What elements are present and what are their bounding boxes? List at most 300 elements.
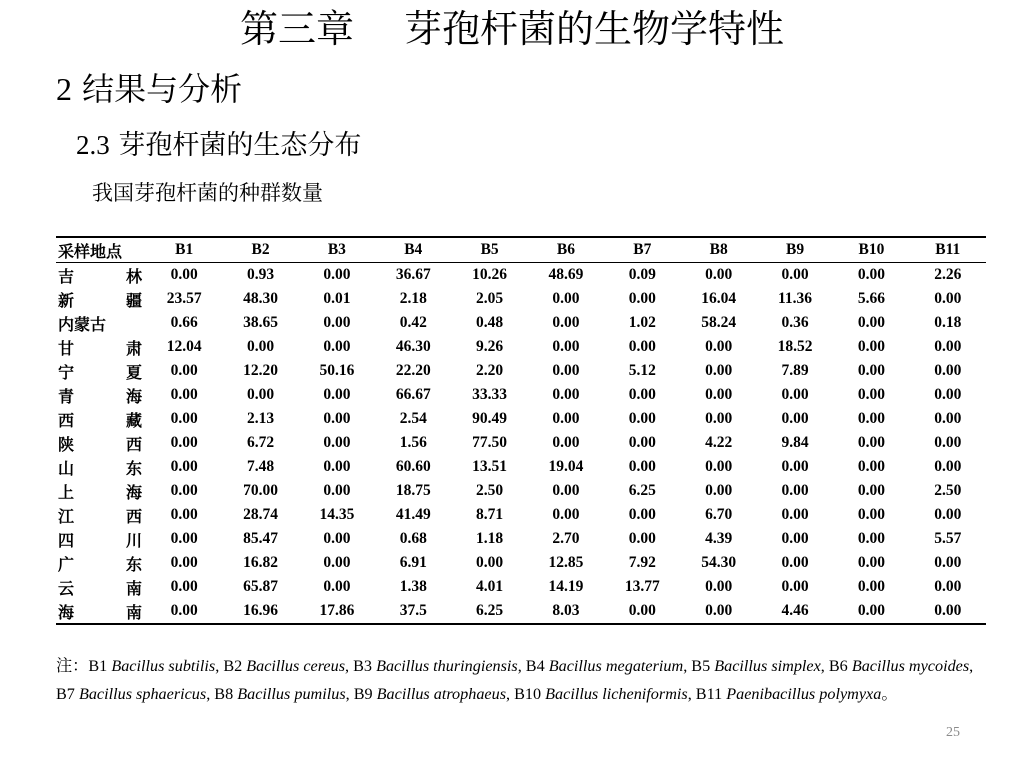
site-char: 古 [90, 314, 107, 334]
value-cell: 0.00 [628, 458, 656, 475]
value-cell: 0.00 [934, 578, 962, 595]
site-cell [56, 335, 146, 359]
value-cell: 0.00 [628, 506, 656, 523]
value-cell: 58.24 [701, 314, 737, 331]
value-cell: 0.00 [323, 410, 351, 427]
value-cell: 1.02 [628, 314, 656, 331]
value-cell: 0.00 [857, 338, 885, 355]
value-cell: 0.00 [934, 506, 962, 523]
site-char: 西 [125, 506, 142, 526]
value-cell: 0.00 [934, 554, 962, 571]
section-heading [56, 68, 242, 110]
footnote-code: B5 [691, 657, 711, 675]
footnote-code: B3 [353, 657, 373, 675]
value-cell: 0.00 [781, 266, 809, 283]
site-char: 东 [125, 554, 142, 574]
value-cell: 6.91 [399, 554, 427, 571]
value-cell: 0.00 [781, 386, 809, 403]
footnote-code: B2 [223, 657, 243, 675]
value-cell: 0.00 [552, 482, 580, 499]
value-cell: 0.00 [781, 482, 809, 499]
footnote-species: Bacillus sphaericus [78, 685, 207, 703]
subsection-title: 芽孢杆菌的生态分布 [118, 130, 362, 161]
site-cell [56, 527, 146, 551]
value-cell: 1.56 [399, 434, 427, 451]
value-cell: 0.00 [705, 362, 733, 379]
value-cell: 0.00 [628, 410, 656, 427]
value-cell: 2.26 [934, 266, 962, 283]
value-cell: 0.00 [781, 458, 809, 475]
value-cell: 50.16 [319, 362, 355, 379]
value-cell: 0.00 [934, 290, 962, 307]
footnote-separator: 。 [881, 685, 898, 703]
value-cell: 0.00 [170, 554, 198, 571]
table-row [56, 455, 986, 479]
value-cell: 36.67 [395, 266, 431, 283]
value-cell: 54.30 [701, 554, 737, 571]
value-cell: 0.00 [705, 458, 733, 475]
subsection-number: 2.3 [76, 130, 110, 160]
value-cell: 0.00 [934, 458, 962, 475]
value-cell: 0.00 [857, 578, 885, 595]
site-cell [56, 311, 146, 335]
value-cell: 0.00 [781, 506, 809, 523]
site-cell [56, 575, 146, 599]
footnote-separator: , [687, 685, 696, 703]
value-cell: 10.26 [472, 266, 508, 283]
value-cell: 0.00 [934, 602, 962, 619]
value-cell: 38.65 [243, 314, 278, 331]
table-row [56, 407, 986, 431]
footnote-species: Bacillus simplex [714, 657, 821, 675]
value-cell: 8.03 [552, 602, 580, 619]
value-cell: 0.00 [246, 386, 275, 403]
value-cell: 0.00 [170, 458, 198, 475]
value-cell: 2.13 [246, 410, 275, 427]
table-row [56, 575, 986, 599]
value-cell: 0.00 [170, 266, 198, 283]
value-cell: 9.26 [476, 338, 504, 355]
value-cell: 4.01 [476, 578, 504, 595]
value-cell: 0.00 [552, 362, 580, 379]
value-cell: 0.36 [781, 314, 809, 331]
table-row [56, 263, 986, 288]
value-cell: 85.47 [243, 530, 278, 547]
footnote-separator: , [506, 685, 515, 703]
table-row [56, 287, 986, 311]
value-cell: 0.00 [323, 386, 351, 403]
header-b9: B9 [786, 241, 805, 258]
site-char: 内 [58, 314, 75, 334]
header-site: 采样地点 [58, 241, 123, 261]
header-b8: B8 [709, 241, 728, 258]
site-name [58, 288, 142, 311]
value-cell: 0.00 [552, 314, 580, 331]
site-name [58, 576, 142, 599]
table-header-row [56, 237, 986, 263]
header-b10: B10 [858, 241, 885, 258]
value-cell: 2.54 [399, 410, 427, 427]
value-cell: 0.00 [857, 554, 885, 571]
site-cell [56, 407, 146, 431]
value-cell: 0.00 [552, 386, 580, 403]
section-number: 2 [56, 71, 72, 107]
value-cell: 2.05 [476, 290, 504, 307]
header-b3: B3 [327, 241, 346, 258]
value-cell: 17.86 [319, 602, 355, 619]
site-char: 肃 [125, 338, 142, 358]
value-cell: 28.74 [243, 506, 278, 523]
site-name [58, 600, 142, 623]
site-name [58, 456, 142, 479]
site-cell [56, 479, 146, 503]
value-cell: 0.00 [323, 578, 351, 595]
site-char: 蒙 [74, 314, 91, 334]
value-cell: 0.00 [323, 530, 351, 547]
value-cell: 4.22 [705, 434, 733, 451]
footnote-species: Paenibacillus polymyxa [726, 685, 882, 703]
value-cell: 0.00 [705, 602, 733, 619]
value-cell: 0.00 [323, 554, 351, 571]
chapter-title: 第三章 芽孢杆菌的生物学特性 [239, 7, 785, 51]
value-cell: 11.36 [778, 290, 813, 307]
footnote-separator: , [969, 657, 974, 675]
table-row [56, 431, 986, 455]
site-cell [56, 263, 146, 288]
value-cell: 0.00 [170, 530, 198, 547]
value-cell: 33.33 [472, 386, 508, 403]
value-cell: 0.93 [246, 266, 275, 283]
value-cell: 9.84 [781, 434, 809, 451]
site-name [58, 336, 142, 359]
value-cell: 46.30 [395, 338, 431, 355]
value-cell: 13.51 [472, 458, 508, 475]
value-cell: 41.49 [395, 506, 431, 523]
value-cell: 0.09 [628, 266, 656, 283]
value-cell: 12.04 [166, 338, 202, 355]
value-cell: 19.04 [548, 458, 584, 475]
value-cell: 0.00 [323, 458, 351, 475]
site-name [58, 360, 142, 383]
value-cell: 0.68 [399, 530, 427, 547]
table-row [56, 359, 986, 383]
value-cell: 0.00 [170, 386, 198, 403]
value-cell: 0.00 [934, 386, 962, 403]
footnote-code: B1 [88, 657, 108, 675]
value-cell: 0.00 [323, 434, 351, 451]
value-cell: 0.00 [705, 578, 733, 595]
value-cell: 0.00 [552, 290, 580, 307]
footnote-code: B6 [828, 657, 848, 675]
value-cell: 48.69 [548, 266, 584, 283]
table-caption: 我国芽孢杆菌的种群数量 [92, 181, 323, 205]
site-cell [56, 287, 146, 311]
subsection-heading [76, 126, 361, 165]
value-cell: 90.49 [472, 410, 508, 427]
site-char: 甘 [58, 338, 75, 358]
table-row [56, 527, 986, 551]
site-char: 宁 [58, 362, 75, 382]
site-name [58, 480, 142, 503]
value-cell: 0.01 [323, 290, 351, 307]
site-name [58, 552, 142, 575]
footnote-separator: , [683, 657, 692, 675]
value-cell: 0.00 [705, 410, 733, 427]
site-char: 西 [58, 410, 75, 430]
page-number: 25 [946, 725, 960, 740]
value-cell: 0.48 [476, 314, 504, 331]
value-cell: 0.00 [857, 506, 885, 523]
value-cell: 0.00 [628, 338, 656, 355]
value-cell: 22.20 [395, 362, 431, 379]
value-cell: 8.71 [476, 506, 504, 523]
header-b5: B5 [480, 241, 499, 258]
site-char: 陕 [58, 434, 75, 454]
value-cell: 0.00 [552, 506, 580, 523]
site-char: 四 [58, 530, 75, 550]
value-cell: 6.25 [476, 602, 504, 619]
value-cell: 16.04 [701, 290, 737, 307]
value-cell: 77.50 [472, 434, 508, 451]
site-char: 西 [125, 434, 142, 454]
value-cell: 6.70 [705, 506, 733, 523]
value-cell: 5.57 [934, 530, 962, 547]
site-char: 吉 [58, 266, 75, 286]
value-cell: 1.38 [399, 578, 427, 595]
value-cell: 23.57 [166, 290, 202, 307]
value-cell: 0.00 [934, 410, 962, 427]
value-cell: 66.67 [395, 386, 431, 403]
value-cell: 0.00 [934, 362, 962, 379]
table-row [56, 503, 986, 527]
table-body [56, 263, 986, 625]
population-table [56, 236, 986, 625]
value-cell: 2.50 [934, 482, 962, 499]
footnote-code: B11 [695, 685, 723, 703]
site-char: 海 [125, 482, 142, 502]
site-cell [56, 599, 146, 624]
value-cell: 0.00 [857, 410, 885, 427]
footnote-code: B10 [514, 685, 542, 703]
value-cell: 0.00 [323, 338, 351, 355]
footnote-species: Bacillus pumilus [237, 685, 346, 703]
footnote-code: B9 [353, 685, 373, 703]
site-name [58, 432, 142, 455]
value-cell: 0.00 [857, 530, 885, 547]
value-cell: 0.00 [170, 578, 198, 595]
value-cell: 18.52 [777, 338, 813, 355]
footnote-code: B8 [214, 685, 234, 703]
value-cell: 0.00 [781, 554, 809, 571]
value-cell: 7.89 [781, 362, 809, 379]
value-cell: 16.96 [243, 602, 278, 619]
site-cell [56, 359, 146, 383]
value-cell: 1.18 [476, 530, 504, 547]
footnote-species: Bacillus atrophaeus [376, 685, 507, 703]
value-cell: 2.20 [476, 362, 504, 379]
header-b6: B6 [556, 241, 576, 258]
table-row [56, 383, 986, 407]
value-cell: 0.00 [170, 506, 198, 523]
site-cell [56, 431, 146, 455]
footnote-prefix: 注： [56, 657, 89, 675]
value-cell: 0.00 [857, 266, 885, 283]
value-cell: 0.00 [476, 554, 504, 571]
value-cell: 0.42 [399, 314, 427, 331]
site-char: 疆 [125, 290, 142, 310]
value-cell: 13.77 [624, 578, 660, 595]
value-cell: 65.87 [243, 578, 278, 595]
value-cell: 0.00 [323, 314, 351, 331]
value-cell: 0.00 [857, 386, 885, 403]
site-name [58, 504, 142, 527]
footnote-separator: , [820, 657, 829, 675]
value-cell: 0.00 [857, 362, 885, 379]
value-cell: 12.20 [243, 362, 278, 379]
value-cell: 0.00 [170, 410, 198, 427]
site-char: 藏 [125, 410, 142, 430]
site-char: 川 [125, 530, 142, 550]
footnote-separator: , [206, 685, 215, 703]
footnote-separator: , [345, 685, 354, 703]
value-cell: 5.66 [857, 290, 885, 307]
value-cell: 0.00 [705, 338, 733, 355]
site-name [58, 528, 142, 551]
value-cell: 16.82 [243, 554, 278, 571]
site-cell [56, 455, 146, 479]
value-cell: 7.92 [628, 554, 656, 571]
value-cell: 0.00 [628, 602, 656, 619]
value-cell: 0.00 [628, 290, 656, 307]
site-name [58, 264, 142, 287]
table-row [56, 479, 986, 503]
footnote-species: Bacillus thuringiensis [376, 657, 518, 675]
footnote-species: Bacillus subtilis [111, 657, 216, 675]
site-cell [56, 503, 146, 527]
site-char: 江 [58, 506, 75, 526]
header-b2: B2 [251, 241, 270, 258]
value-cell: 0.00 [781, 410, 809, 427]
value-cell: 0.00 [323, 482, 351, 499]
value-cell: 4.39 [705, 530, 733, 547]
value-cell: 0.00 [705, 482, 733, 499]
value-cell: 2.18 [399, 290, 427, 307]
value-cell: 0.00 [857, 482, 885, 499]
footnote-code: B7 [56, 685, 75, 703]
table-row [56, 335, 986, 359]
site-char: 林 [125, 266, 142, 286]
value-cell: 0.00 [857, 458, 885, 475]
value-cell: 0.00 [552, 338, 580, 355]
value-cell: 7.48 [246, 458, 275, 475]
footnote-code: B4 [525, 657, 545, 675]
site-char: 东 [125, 458, 142, 478]
value-cell: 6.72 [246, 434, 275, 451]
site-name [58, 408, 142, 431]
header-b4: B4 [404, 241, 423, 258]
site-char: 广 [58, 554, 75, 574]
value-cell: 0.00 [857, 314, 885, 331]
value-cell: 0.00 [781, 530, 809, 547]
value-cell: 0.00 [628, 386, 656, 403]
value-cell: 14.35 [319, 506, 355, 523]
value-cell: 14.19 [548, 578, 584, 595]
site-char: 夏 [125, 362, 142, 382]
header-b1: B1 [175, 241, 194, 258]
value-cell: 0.00 [705, 266, 733, 283]
site-char: 山 [58, 458, 75, 478]
value-cell: 0.00 [552, 434, 580, 451]
value-cell: 18.75 [395, 482, 431, 499]
value-cell: 60.60 [395, 458, 431, 475]
table-row [56, 551, 986, 575]
footnote-species: Bacillus mycoides [851, 657, 970, 675]
footnote-species: Bacillus megaterium [548, 657, 684, 675]
footnote-separator: , [215, 657, 224, 675]
value-cell: 0.66 [170, 314, 198, 331]
value-cell: 0.00 [170, 434, 198, 451]
site-char: 海 [125, 386, 142, 406]
value-cell: 0.00 [628, 434, 656, 451]
table-row [56, 311, 986, 335]
site-char: 新 [58, 290, 75, 310]
value-cell: 2.50 [476, 482, 504, 499]
footnote [56, 652, 986, 708]
footnote-species: Bacillus licheniformis [545, 685, 688, 703]
value-cell: 2.70 [552, 530, 580, 547]
site-char: 云 [58, 578, 75, 598]
table-row [56, 599, 986, 624]
value-cell: 0.00 [170, 362, 198, 379]
site-char: 南 [125, 602, 142, 622]
header-b7: B7 [633, 241, 652, 258]
value-cell: 48.30 [243, 290, 278, 307]
value-cell: 37.5 [399, 602, 427, 619]
site-cell [56, 551, 146, 575]
site-char: 上 [58, 482, 75, 502]
value-cell: 0.00 [323, 266, 351, 283]
site-char: 南 [125, 578, 142, 598]
value-cell: 12.85 [548, 554, 584, 571]
site-cell [56, 383, 146, 407]
value-cell: 5.12 [628, 362, 656, 379]
value-cell: 70.00 [243, 482, 278, 499]
footnote-separator: , [517, 657, 526, 675]
value-cell: 0.00 [934, 434, 962, 451]
value-cell: 0.18 [934, 314, 962, 331]
site-char: 青 [58, 386, 75, 406]
value-cell: 0.00 [170, 602, 198, 619]
value-cell: 0.00 [857, 434, 885, 451]
footnote-separator: , [345, 657, 354, 675]
site-name [58, 384, 142, 407]
value-cell: 0.00 [781, 578, 809, 595]
site-name [58, 312, 142, 335]
value-cell: 0.00 [705, 386, 733, 403]
footnote-species: Bacillus cereus [246, 657, 346, 675]
value-cell: 0.00 [857, 602, 885, 619]
value-cell: 0.00 [934, 338, 962, 355]
value-cell: 0.00 [246, 338, 275, 355]
value-cell: 0.00 [628, 530, 656, 547]
header-b11: B11 [935, 241, 961, 258]
value-cell: 0.00 [552, 410, 580, 427]
value-cell: 6.25 [628, 482, 656, 499]
value-cell: 4.46 [781, 602, 809, 619]
site-char: 海 [58, 602, 75, 622]
value-cell: 0.00 [170, 482, 198, 499]
section-title: 结果与分析 [82, 70, 243, 108]
